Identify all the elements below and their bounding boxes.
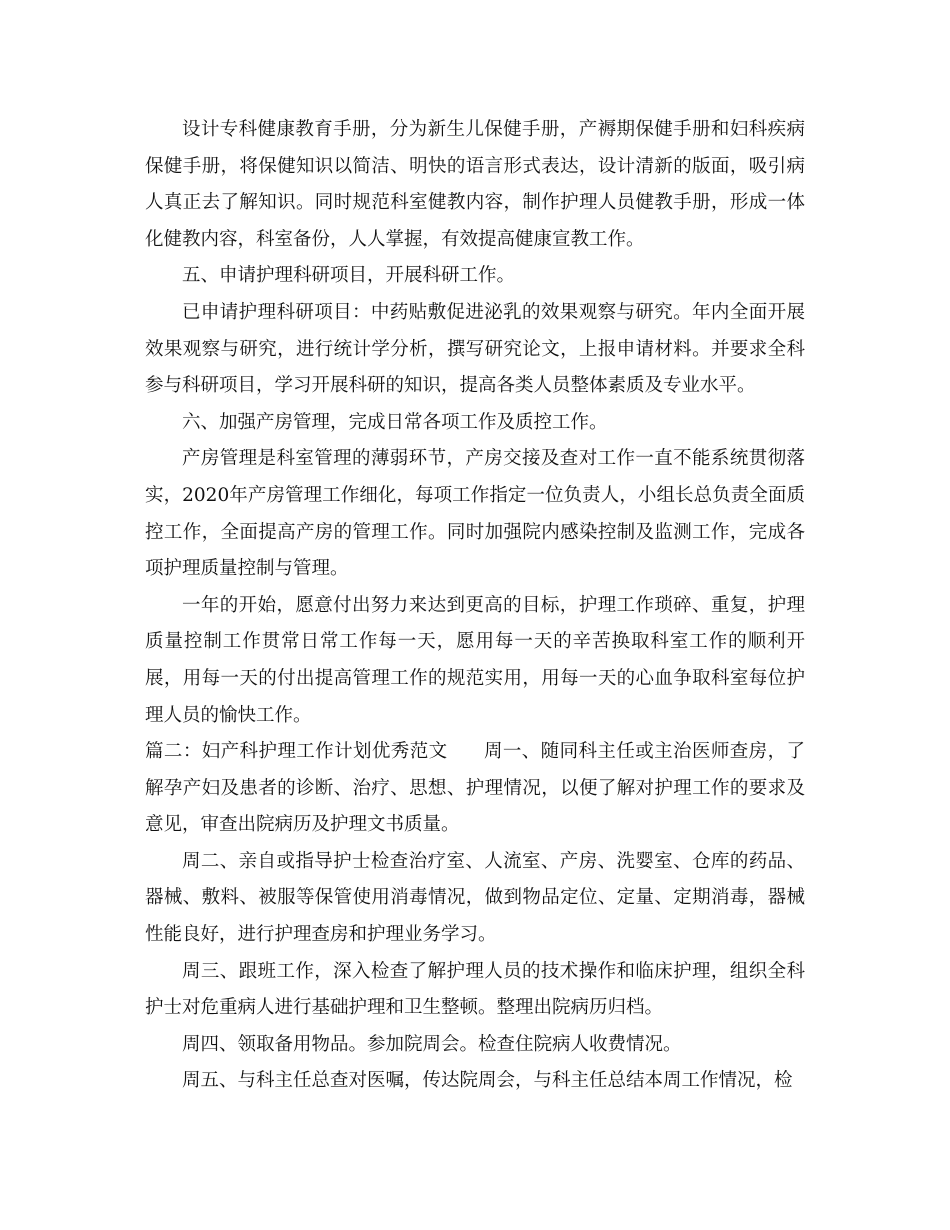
paragraph-research-project: 已申请护理科研项目：中药贴敷促进泌乳的效果观察与研究。年内全面开展效果观察与研究，进行统计学分析，撰写研究论文，上报申请材料。并要求全科参与科研项目，学习开展科研的知识，提高各类人员整体素质及专业水平。: [145, 301, 805, 397]
paragraph-health-education: 设计专科健康教育手册，分为新生儿保健手册，产褥期保健手册和妇科疾病保健手册，将保健知识以简洁、明快的语言形式表达，设计清新的版面，吸引病人真正去了解知识。同时规范科室健教内容，制作护理人员健教手册，形成一体化健教内容，科室备份，人人掌握，有效提高健康宣教工作。: [145, 119, 805, 250]
paragraph-thursday: 周四、领取备用物品。参加院周会。检查住院病人收费情况。: [182, 1033, 682, 1055]
monday-text: 周一、随同科主任或主治医师查房，了解孕产妇及患者的诊断、治疗、思想、护理情况，以便了解对护理工作的要求及意见，审查出院病历及护理文书质量。: [145, 741, 805, 836]
heading-delivery-room: 六、加强产房管理，完成日常各项工作及质控工作。: [182, 411, 608, 433]
paragraph-friday: 周五、与科主任总查对医嘱，传达院周会，与科主任总结本周工作情况，检: [182, 1070, 793, 1092]
paragraph-wednesday: 周三、跟班工作，深入检查了解护理人员的技术操作和临床护理，组织全科护士对危重病人进行基础护理和卫生整顿。整理出院病历归档。: [145, 960, 805, 1019]
document-body: [145, 112, 805, 1100]
paragraph-delivery-room: 产房管理是科室管理的薄弱环节，产房交接及查对工作一直不能系统贯彻落实，2020年产房管理工作细化，每项工作指定一位负责人，小组长总负责全面质控工作，全面提高产房的管理工作。同时加强院内感染控制及监测工作，完成各项护理质量控制与管理。: [145, 448, 805, 580]
heading-research-project: 五、申请护理科研项目，开展科研工作。: [182, 265, 516, 287]
paragraph-tuesday: 周二、亲自或指导护士检查治疗室、人流室、产房、洗婴室、仓库的药品、器械、敷料、被服等保管使用消毒情况，做到物品定位、定量、定期消毒，器械性能良好，进行护理查房和护理业务学习。: [145, 850, 805, 946]
paragraph-year-goal: 一年的开始，愿意付出努力来达到更高的目标，护理工作琐碎、重复，护理质量控制工作贯常日常工作每一天，愿用每一天的辛苦换取科室工作的顺利开展，用每一天的付出提高管理工作的规范实用，用每一天的心血争取科室每位护理人员的愉快工作。: [145, 594, 805, 726]
section-two-title: 篇二：妇产科护理工作计划优秀范文: [145, 741, 448, 763]
section-two-paragraph: [145, 734, 805, 844]
